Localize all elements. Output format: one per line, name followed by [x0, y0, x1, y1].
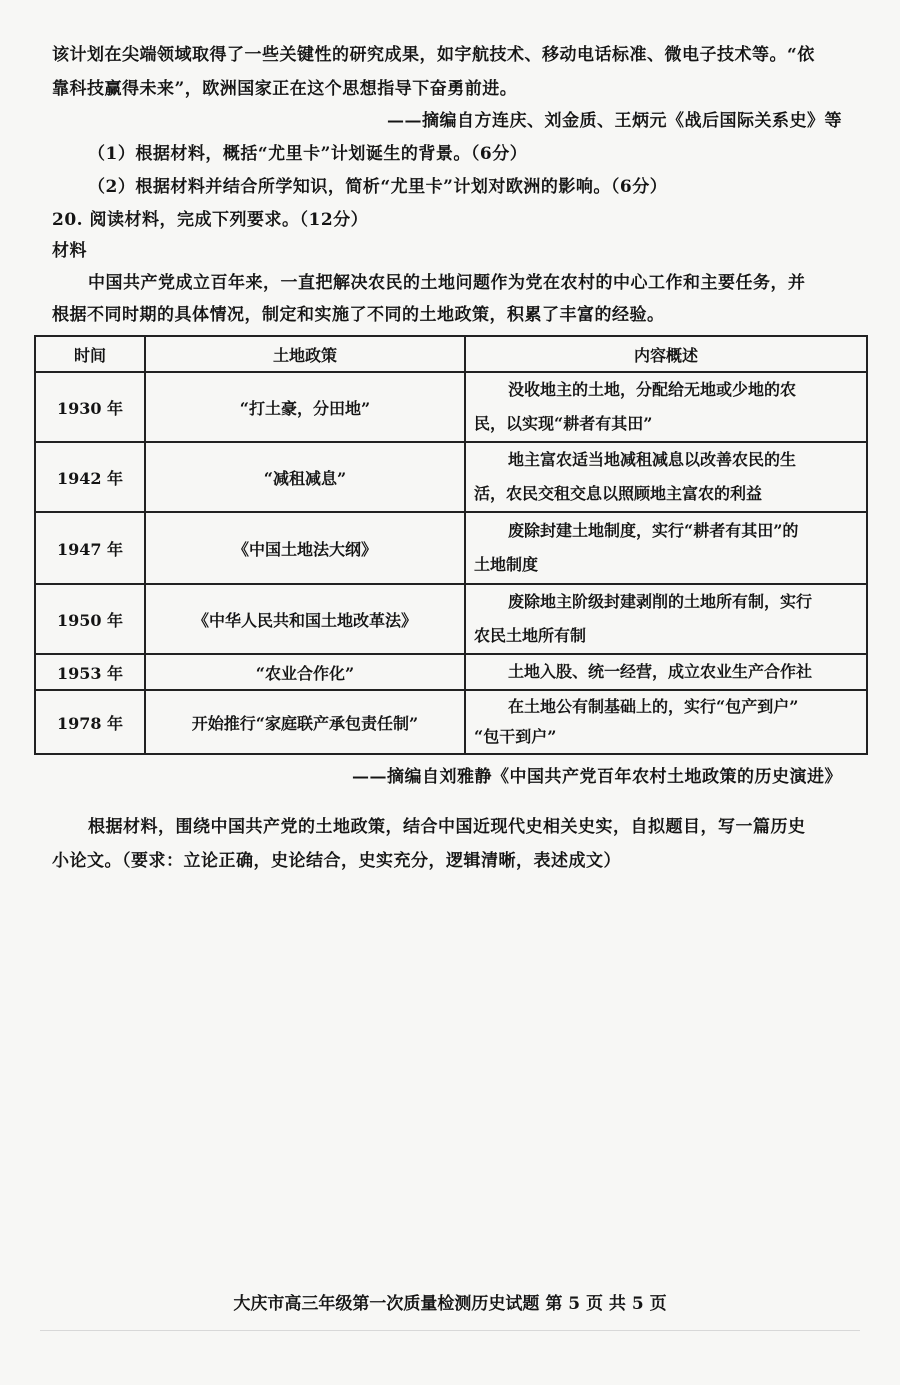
table-header-row	[35, 336, 867, 372]
row-year: 1953 年	[35, 654, 145, 690]
row-desc-line-1: 废除地主阶级封建剥削的土地所有制，实行	[508, 592, 813, 611]
row-year: 1947 年	[35, 512, 145, 584]
row-desc	[465, 512, 867, 584]
page-footer: 大庆市高三年级第一次质量检测历史试题 第 5 页 共 5 页	[233, 1294, 667, 1314]
table-row	[35, 690, 867, 754]
bottom-rule	[40, 1330, 860, 1331]
row-desc-line-1: 地主富农适当地减租减息以改善农民的生	[508, 450, 797, 469]
row-policy: 开始推行“家庭联产承包责任制”	[145, 690, 465, 754]
row-year: 1942 年	[35, 442, 145, 512]
q19-part2: （2）根据材料并结合所学知识，简析“尤里卡”计划对欧洲的影响。（6分）	[88, 177, 668, 197]
row-desc-line-1: 废除封建土地制度，实行“耕者有其田”的	[508, 521, 799, 540]
header-policy: 土地政策	[145, 336, 465, 372]
row-desc-line-2: 土地制度	[474, 555, 539, 574]
row-policy: “打土豪，分田地”	[145, 372, 465, 442]
q20-title: 20. 阅读材料，完成下列要求。（12分）	[52, 210, 369, 230]
intro-line-2: 靠科技赢得未来”，欧洲国家正在这个思想指导下奋勇前进。	[52, 79, 518, 99]
row-desc	[465, 584, 867, 654]
q19-part1: （1）根据材料，概括“尤里卡”计划诞生的背景。（6分）	[88, 144, 528, 164]
row-desc-line-1: 在土地公有制基础上的，实行“包产到户”	[508, 697, 799, 716]
row-desc	[465, 372, 867, 442]
q20-para-line-2: 根据不同时期的具体情况，制定和实施了不同的土地政策，积累了丰富的经验。	[52, 305, 665, 325]
row-desc-line-2: 农民土地所有制	[474, 626, 587, 645]
row-year: 1978 年	[35, 690, 145, 754]
row-desc-line-1: 没收地主的土地，分配给无地或少地的农	[508, 380, 797, 399]
header-time: 时间	[35, 336, 145, 372]
row-desc-line-1: 土地入股、统一经营，成立农业生产合作社	[508, 662, 813, 681]
row-year: 1950 年	[35, 584, 145, 654]
row-desc	[465, 442, 867, 512]
q20-material-label: 材料	[52, 241, 87, 261]
table-source: ——摘编自刘雅静《中国共产党百年农村土地政策的历史演进》	[352, 767, 842, 787]
row-year: 1930 年	[35, 372, 145, 442]
row-policy: 《中国土地法大纲》	[145, 512, 465, 584]
table-row	[35, 372, 867, 442]
table-row	[35, 584, 867, 654]
table-row	[35, 654, 867, 690]
row-policy: 《中华人民共和国土地改革法》	[145, 584, 465, 654]
row-desc-line-2: “包干到户”	[474, 727, 557, 746]
row-desc-line-2: 民，以实现“耕者有其田”	[474, 414, 653, 433]
intro-source: ——摘编自方连庆、刘金质、王炳元《战后国际关系史》等	[387, 111, 842, 131]
row-desc	[465, 654, 867, 690]
row-policy: “减租减息”	[145, 442, 465, 512]
row-policy: “农业合作化”	[145, 654, 465, 690]
row-desc-line-2: 活，农民交租交息以照顾地主富农的利益	[474, 484, 763, 503]
row-desc	[465, 690, 867, 754]
task-line-1: 根据材料，围绕中国共产党的土地政策，结合中国近现代史相关史实，自拟题目，写一篇历史	[88, 817, 806, 837]
table-row	[35, 512, 867, 584]
table-row	[35, 442, 867, 512]
q20-para-line-1: 中国共产党成立百年来，一直把解决农民的土地问题作为党在农村的中心工作和主要任务，并	[88, 273, 806, 293]
land-policy-table	[34, 335, 868, 755]
task-line-2: 小论文。（要求：立论正确，史论结合，史实充分，逻辑清晰，表述成文）	[52, 851, 621, 871]
intro-line-1: 该计划在尖端领域取得了一些关键性的研究成果，如宇航技术、移动电话标准、微电子技术等。“依	[52, 45, 815, 65]
header-content: 内容概述	[465, 336, 867, 372]
